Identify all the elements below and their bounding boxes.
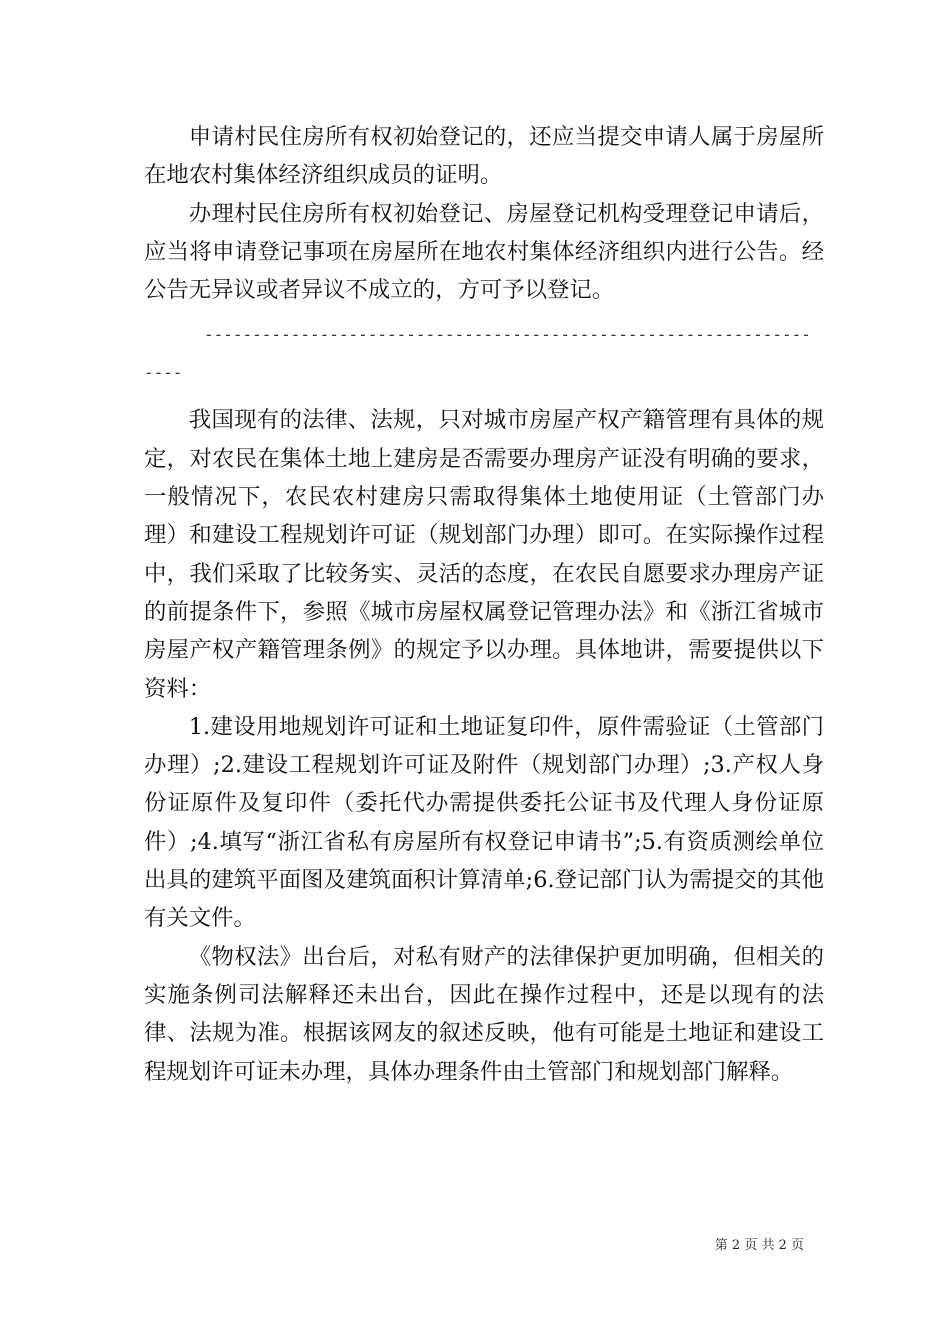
paragraph-legal-background: 我国现有的法律、法规，只对城市房屋产权产籍管理有具体的规定，对农民在集体土地上建房是否需要办理房产证没有明确的要求，一般情况下，农民农村建房只需取得集体土地使用证（土管部门办理）和建设工程规划许可证（规划部门办理）即可。在实际操作过程中，我们采取了比较务实、灵活的态度，在农民自愿要求办理房产证的前提条件下，参照《城市房屋权属登记管理办法》和《浙江省城市房屋产权产籍管理条例》的规定予以办理。具体地讲，需要提供以下资料： [144, 407, 824, 702]
document-body [144, 118, 824, 1091]
separator-line: ------------------------------------------------------------------- [144, 325, 811, 383]
paragraph-public-notice: 办理村民住房所有权初始登记、房屋登记机构受理登记申请后，应当将申请登记事项在房屋所在地农村集体经济组织内进行公告。经公告无异议或者异议不成立的，方可予以登记。 [144, 200, 824, 304]
paragraph-membership-proof: 申请村民住房所有权初始登记的，还应当提交申请人属于房屋所在地农村集体经济组织成员的证明。 [144, 124, 824, 189]
paragraph-property-law: 《物权法》出台后，对私有财产的法律保护更加明确，但相关的实施条例司法解释还未出台，因此在操作过程中，还是以现有的法律、法规为准。根据该网友的叙述反映，他有可能是土地证和建设工程规划许可证未办理，具体办理条件由土管部门和规划部门解释。 [144, 943, 824, 1085]
page-number: 第 2 页 共 2 页 [714, 1238, 804, 1253]
paragraph-required-materials: 1.建设用地规划许可证和土地证复印件，原件需验证（土管部门办理）;2.建设工程规划许可证及附件（规划部门办理）;3.产权人身份证原件及复印件（委托代办需提供委托公证书及代理人身份证原件）;4.填写“浙江省私有房屋所有权登记申请书”;5.有资质测绘单位出具的建筑平面图及建筑面积计算清单;6.登记部门认为需提交的其他有关文件。 [144, 713, 824, 932]
